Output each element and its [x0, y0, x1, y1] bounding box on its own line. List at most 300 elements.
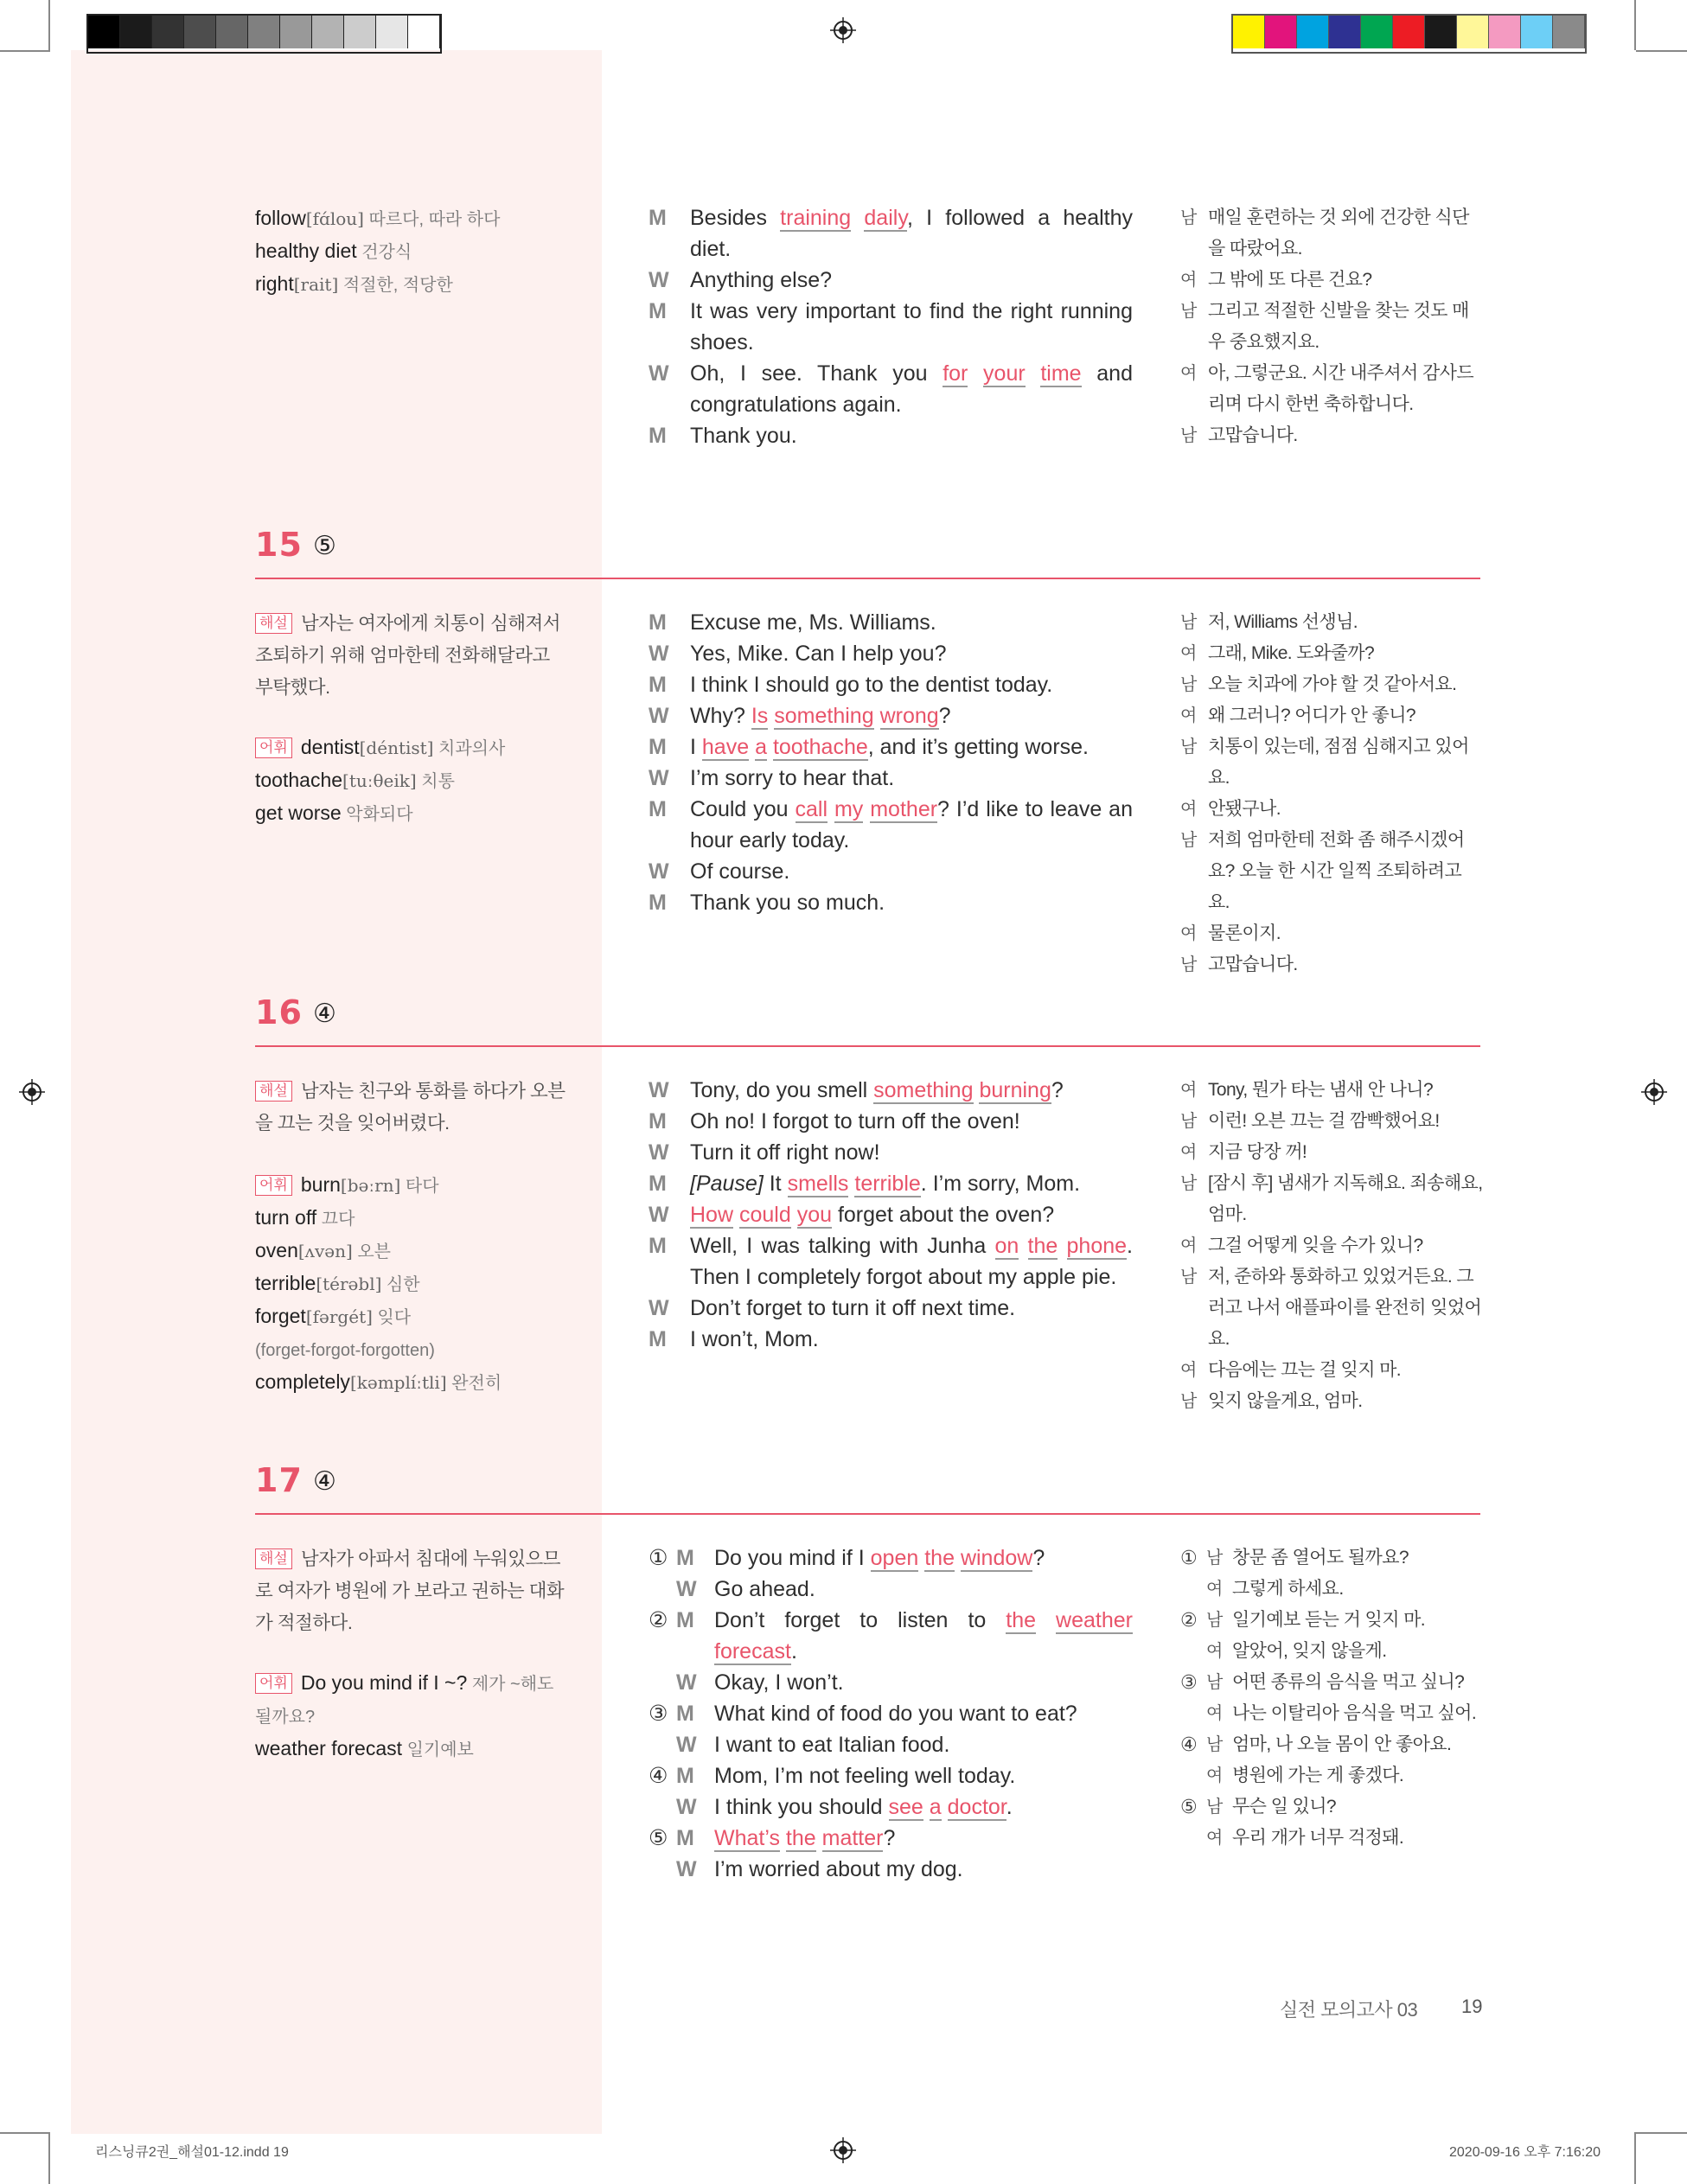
- translation-line: [1180, 669, 1483, 700]
- dialog-text: [828, 797, 834, 821]
- translation-line: [1180, 296, 1483, 358]
- speaker-label: M: [676, 1702, 694, 1726]
- color-swatch: [344, 16, 376, 48]
- speaker-label: 남: [1206, 1798, 1223, 1817]
- color-swatch: [152, 16, 184, 48]
- registration-mark-icon: [830, 17, 856, 43]
- vocab-word: weather forecast: [255, 1737, 403, 1759]
- vocab-entry: [255, 1366, 566, 1399]
- vocab-list: [255, 1667, 566, 1766]
- speaker-label: 남: [1206, 1611, 1223, 1630]
- dialog-text: [968, 361, 983, 386]
- vocab-word: healthy diet: [255, 239, 357, 262]
- dialog-line: [649, 669, 1133, 700]
- vocab-entry: [255, 1333, 566, 1366]
- key-phrase: a: [929, 1795, 942, 1819]
- vocab-list: [255, 731, 566, 830]
- speaker-label: M: [649, 797, 667, 821]
- dialog-script: [649, 607, 1133, 918]
- dialog-text: Go ahead.: [714, 1577, 815, 1601]
- translation-line: [1180, 1106, 1483, 1137]
- vocab-word: Do you mind if I ~?: [300, 1671, 468, 1694]
- dialog-text: ? I’d like to leave an hour early today.: [690, 797, 1133, 853]
- key-phrase: What’s: [714, 1826, 780, 1850]
- vocab-word: toothache: [255, 769, 343, 791]
- vocab-pronunciation: [fɑ́lou]: [305, 208, 364, 229]
- vocab-entry: [255, 1235, 566, 1268]
- dialog-text: .: [790, 1639, 797, 1664]
- vocab-tag: 어휘: [255, 1175, 292, 1196]
- crop-mark: [1634, 0, 1636, 50]
- explanation-tag: 해설: [255, 1081, 292, 1102]
- dialog-text: [767, 735, 773, 759]
- vocab-entry: [255, 1268, 566, 1300]
- dialog-line: [649, 607, 1133, 638]
- speaker-label: M: [649, 1327, 667, 1351]
- vocab-meaning: 완전히: [446, 1374, 502, 1393]
- speaker-label: W: [649, 704, 669, 728]
- speaker-label: M: [676, 1764, 694, 1788]
- vocab-pronunciation: [ʌvən]: [297, 1241, 353, 1261]
- translation-text: 무슨 일 있니?: [1232, 1797, 1336, 1817]
- speaker-label: 남: [1180, 208, 1197, 227]
- dialog-line: [649, 887, 1133, 918]
- speaker-label: 여: [1180, 1361, 1197, 1380]
- translation-line: [1180, 731, 1483, 794]
- dialog-text: ?: [883, 1826, 896, 1850]
- dialog-text: Turn it off right now!: [690, 1140, 880, 1165]
- key-phrase: smells: [787, 1172, 849, 1196]
- key-phrase: the: [785, 1826, 816, 1850]
- speaker-label: 여: [1180, 1143, 1197, 1162]
- color-swatch: [1265, 16, 1297, 48]
- dialog-text: .: [1006, 1795, 1013, 1819]
- korean-translation: [1180, 607, 1483, 980]
- question-number: 16: [255, 993, 303, 1031]
- translation-text: 저, Williams 선생님.: [1208, 612, 1358, 632]
- dialog-text: Oh, I see. Thank you: [690, 361, 943, 386]
- grayscale-color-bar: [86, 14, 442, 54]
- dialog-text: [1058, 1234, 1066, 1258]
- translation-line: [1180, 1698, 1483, 1729]
- translation-text: 어떤 종류의 음식을 먹고 싶니?: [1232, 1672, 1465, 1692]
- vocab-word: turn off: [255, 1206, 317, 1229]
- speaker-label: W: [676, 1733, 697, 1757]
- vocab-meaning: 악화되다: [341, 805, 413, 824]
- key-phrase: the: [1027, 1234, 1058, 1258]
- dialog-text: I: [690, 735, 702, 759]
- key-phrase: terrible: [854, 1172, 921, 1196]
- translation-text: 안됐구나.: [1208, 799, 1281, 819]
- section-divider: [255, 1513, 1480, 1515]
- dialog-text: ?: [1051, 1078, 1064, 1102]
- vocab-meaning: 제가 ~해도 될까요?: [255, 1675, 554, 1727]
- dialog-line: [649, 1137, 1133, 1168]
- registration-mark-icon: [830, 2137, 856, 2163]
- dialog-text: , and it’s getting worse.: [867, 735, 1090, 759]
- speaker-label: M: [649, 1234, 667, 1258]
- vocab-entry: [255, 731, 566, 764]
- dialog-text: ?: [938, 704, 951, 728]
- option-number: ③: [649, 1702, 668, 1726]
- dialog-line: [649, 731, 1133, 763]
- color-swatch: [120, 16, 152, 48]
- translation-text: 지금 당장 꺼!: [1208, 1142, 1307, 1162]
- vocab-entry: [255, 797, 566, 830]
- color-swatch: [1361, 16, 1393, 48]
- dialog-line: [649, 1791, 1133, 1823]
- dialog-line: [649, 1230, 1133, 1293]
- dialog-line: [649, 700, 1133, 731]
- key-phrase: call: [795, 797, 828, 821]
- dialog-text: Excuse me, Ms. Williams.: [690, 610, 936, 635]
- speaker-label: 남: [1180, 955, 1197, 974]
- slug-filename: 리스닝큐2권_해설01-12.indd 19: [95, 2145, 289, 2160]
- explanation-block: [255, 1075, 566, 1139]
- dialog-text: [780, 1826, 786, 1850]
- speaker-label: W: [649, 1296, 669, 1320]
- speaker-label: M: [649, 610, 667, 635]
- speaker-label: 남: [1180, 675, 1197, 694]
- dialog-text: Could you: [690, 797, 796, 821]
- translation-text: 저, 준하와 통화하고 있었거든요. 그러고 나서 애플파이를 완전히 잊었어요.: [1208, 1267, 1482, 1349]
- dialog-text: I’m sorry to hear that.: [690, 766, 895, 790]
- dialog-text: Thank you so much.: [690, 891, 885, 915]
- vocab-list: [255, 202, 566, 301]
- translation-text: 엄마, 나 오늘 몸이 안 좋아요.: [1232, 1734, 1452, 1754]
- key-phrase: my: [834, 797, 864, 821]
- translation-line: [1180, 1823, 1483, 1854]
- dialog-line: [649, 1324, 1133, 1355]
- vocab-word: follow: [255, 207, 306, 229]
- dialog-line: [649, 296, 1133, 358]
- speaker-label: 남: [1206, 1549, 1223, 1568]
- key-phrase: time: [1040, 361, 1082, 386]
- translation-text: 그 밖에 또 다른 건요?: [1208, 270, 1372, 290]
- speaker-label: M: [649, 424, 667, 448]
- speaker-label: M: [676, 1546, 694, 1570]
- translation-text: 고맙습니다.: [1208, 955, 1298, 974]
- translation-text: 저희 엄마한테 전화 좀 해주시겠어요? 오늘 한 시간 일찍 조퇴하려고요.: [1208, 830, 1465, 912]
- slug-datetime: 2020-09-16 오후 7:16:20: [1449, 2145, 1601, 2160]
- dialog-text: I won’t, Mom.: [690, 1327, 819, 1351]
- vocab-meaning: 적절한, 적당한: [338, 276, 453, 295]
- speaker-label: 여: [1180, 1081, 1197, 1100]
- translation-text: 병원에 가는 게 좋겠다.: [1232, 1766, 1404, 1785]
- explanation-text: 남자가 아파서 침대에 누워있으므로 여자가 병원에 가 보라고 권하는 대화가 적절하다.: [255, 1549, 565, 1633]
- crop-mark: [48, 0, 50, 50]
- dialog-text: It was very important to find the right running shoes.: [690, 299, 1133, 354]
- translation-text: 창문 좀 열어도 될까요?: [1232, 1548, 1409, 1568]
- vocab-meaning: 오븐: [352, 1242, 391, 1261]
- translation-line: [1180, 1168, 1483, 1230]
- dialog-text: [923, 1795, 930, 1819]
- answer-mark: ④: [313, 1467, 336, 1496]
- dialog-line: [649, 420, 1133, 451]
- color-swatch: [376, 16, 408, 48]
- vocab-meaning: 따르다, 따라 하다: [363, 210, 501, 229]
- dialog-text: [Pause]: [690, 1172, 764, 1196]
- speaker-label: M: [676, 1608, 694, 1632]
- key-phrase: phone: [1066, 1234, 1128, 1258]
- dialog-text: , I followed a healthy diet.: [690, 206, 1134, 261]
- translation-line: [1180, 1729, 1483, 1760]
- speaker-label: 남: [1180, 1268, 1197, 1287]
- dialog-text: Mom, I’m not feeling well today.: [714, 1764, 1016, 1788]
- key-phrase: How: [690, 1203, 734, 1227]
- translation-text: 다음에는 끄는 걸 잊지 마.: [1208, 1360, 1402, 1380]
- dialog-text: I’m worried about my dog.: [714, 1857, 963, 1881]
- vocab-meaning: 끄다: [316, 1210, 355, 1229]
- dialog-text: Of course.: [690, 859, 790, 884]
- translation-line: [1180, 918, 1483, 949]
- dialog-text: Why?: [690, 704, 751, 728]
- explanation-text: 남자는 여자에게 치통이 심해져서 조퇴하기 위해 엄마한테 전화해달라고 부탁했다.: [255, 613, 561, 698]
- translation-text: 일기예보 듣는 거 잊지 마.: [1232, 1610, 1426, 1630]
- dialog-text: [942, 1795, 948, 1819]
- translation-line: [1180, 202, 1483, 265]
- dialog-text: I think I should go to the dentist today.: [690, 673, 1053, 697]
- vocab-pronunciation: [fərgét]: [305, 1306, 373, 1327]
- key-phrase: the: [924, 1546, 955, 1570]
- dialog-script: [649, 202, 1133, 451]
- dialog-line: [649, 1293, 1133, 1324]
- dialog-line: [649, 1168, 1133, 1199]
- speaker-label: M: [649, 299, 667, 323]
- translation-text: 이런! 오븐 끄는 걸 깜빡했어요!: [1208, 1111, 1440, 1131]
- footer-title: 실전 모의고사 03: [1280, 1999, 1418, 2021]
- dialog-text: Don’t forget to turn it off next time.: [690, 1296, 1016, 1320]
- vocab-meaning: 심한: [381, 1275, 420, 1294]
- color-swatch: [1425, 16, 1457, 48]
- translation-line: [1180, 1137, 1483, 1168]
- key-phrase: weather: [1056, 1608, 1133, 1632]
- speaker-label: M: [649, 735, 667, 759]
- vocab-entry: [255, 764, 566, 797]
- color-swatch: [1233, 16, 1265, 48]
- option-number: ③: [1180, 1671, 1198, 1693]
- color-swatch: [184, 16, 216, 48]
- section-divider: [255, 1045, 1480, 1047]
- vocab-entry: [255, 1667, 566, 1733]
- key-phrase: something: [774, 704, 874, 728]
- translation-text: 오늘 치과에 가야 할 것 같아서요.: [1208, 674, 1457, 694]
- key-phrase: burning: [979, 1078, 1051, 1102]
- key-phrase: forecast: [714, 1639, 791, 1664]
- dialog-line: [649, 202, 1133, 265]
- translation-text: 그래, Mike. 도와줄까?: [1208, 643, 1375, 663]
- explanation-block: [255, 607, 566, 703]
- color-swatch: [280, 16, 312, 48]
- color-swatch: [248, 16, 280, 48]
- speaker-label: 여: [1206, 1642, 1223, 1661]
- speaker-label: 남: [1180, 738, 1197, 757]
- speaker-label: 남: [1180, 1112, 1197, 1131]
- dialog-line: [649, 1542, 1133, 1574]
- translation-line: [1180, 1605, 1483, 1636]
- option-number: ④: [649, 1764, 668, 1788]
- translation-line: [1180, 638, 1483, 669]
- translation-line: [1180, 265, 1483, 296]
- dialog-line: [649, 1605, 1133, 1667]
- option-number: ①: [1180, 1547, 1198, 1568]
- color-swatch: [1329, 16, 1361, 48]
- key-phrase: something: [873, 1078, 974, 1102]
- dialog-text: . I’m sorry, Mom.: [920, 1172, 1081, 1196]
- crop-mark: [1636, 50, 1687, 52]
- key-phrase: toothache: [772, 735, 868, 759]
- dialog-line: [649, 1823, 1133, 1854]
- speaker-label: 여: [1206, 1829, 1223, 1848]
- vocab-word: right: [255, 272, 294, 295]
- korean-translation: [1180, 1542, 1483, 1854]
- speaker-label: M: [649, 673, 667, 697]
- vocab-pronunciation: [rait]: [293, 274, 339, 295]
- vocab-pronunciation: [térəbl]: [316, 1274, 382, 1294]
- dialog-text: [1036, 1608, 1056, 1632]
- translation-text: 그렇게 하세요.: [1232, 1579, 1344, 1599]
- dialog-text: I want to eat Italian food.: [714, 1733, 950, 1757]
- vocab-entry: [255, 268, 566, 301]
- translation-text: [잠시 후] 냄새가 지독해요. 죄송해요, 엄마.: [1208, 1173, 1483, 1224]
- translation-line: [1180, 1791, 1483, 1823]
- color-swatch: [312, 16, 344, 48]
- vocab-list: [255, 1169, 566, 1399]
- answer-mark: ④: [313, 999, 336, 1028]
- dialog-text: What kind of food do you want to eat?: [714, 1702, 1077, 1726]
- speaker-label: W: [649, 859, 669, 884]
- speaker-label: 여: [1180, 644, 1197, 663]
- dialog-text: Thank you.: [690, 424, 797, 448]
- dialog-line: [649, 1698, 1133, 1729]
- dialog-text: Oh no! I forgot to turn off the oven!: [690, 1109, 1020, 1134]
- dialog-script: [649, 1075, 1133, 1355]
- key-phrase: for: [943, 361, 968, 386]
- speaker-label: 여: [1206, 1766, 1223, 1785]
- speaker-label: M: [676, 1826, 694, 1850]
- dialog-line: [649, 1574, 1133, 1605]
- dialog-text: It: [763, 1172, 788, 1196]
- registration-mark-icon: [1641, 1079, 1667, 1105]
- dialog-line: [649, 1075, 1133, 1106]
- translation-text: Tony, 뭔가 타는 냄새 안 나니?: [1208, 1080, 1434, 1100]
- key-phrase: open: [870, 1546, 919, 1570]
- translation-text: 알았어, 잊지 않을게.: [1232, 1641, 1387, 1661]
- dialog-text: [874, 704, 880, 728]
- key-phrase: Is: [751, 704, 769, 728]
- vocab-word: completely: [255, 1370, 350, 1393]
- key-phrase: you: [796, 1203, 832, 1227]
- color-swatch: [1521, 16, 1553, 48]
- vocab-meaning: 일기예보: [402, 1740, 474, 1759]
- key-phrase: training: [780, 206, 852, 230]
- translation-line: [1180, 1760, 1483, 1791]
- key-phrase: window: [960, 1546, 1033, 1570]
- translation-line: [1180, 794, 1483, 825]
- dialog-line: [649, 1667, 1133, 1698]
- key-phrase: matter: [821, 1826, 884, 1850]
- speaker-label: 여: [1180, 706, 1197, 725]
- dialog-line: [649, 358, 1133, 420]
- dialog-text: Tony, do you smell: [690, 1078, 874, 1102]
- dialog-text: [1019, 1234, 1027, 1258]
- speaker-label: W: [649, 642, 669, 666]
- vocab-word: dentist: [300, 736, 360, 758]
- crop-mark: [1636, 2132, 1687, 2134]
- speaker-label: 남: [1180, 426, 1197, 445]
- option-number: ⑤: [649, 1826, 668, 1850]
- dialog-text: I think you should: [714, 1795, 889, 1819]
- answer-mark: ⑤: [313, 532, 336, 560]
- color-swatch: [1489, 16, 1521, 48]
- key-phrase: the: [1006, 1608, 1037, 1632]
- speaker-label: M: [649, 206, 667, 230]
- translation-line: [1180, 1636, 1483, 1667]
- page-number: 19: [1461, 1996, 1483, 2017]
- option-number: ①: [649, 1546, 668, 1570]
- translation-line: [1180, 1574, 1483, 1605]
- speaker-label: M: [649, 891, 667, 915]
- vocab-meaning: 건강식: [356, 243, 412, 262]
- speaker-label: 여: [1180, 364, 1197, 383]
- translation-line: [1180, 1386, 1483, 1417]
- translation-text: 치통이 있는데, 점점 심해지고 있어요.: [1208, 737, 1469, 788]
- dialog-line: [649, 265, 1133, 296]
- speaker-label: W: [649, 1140, 669, 1165]
- translation-line: [1180, 1542, 1483, 1574]
- registration-mark-icon: [19, 1079, 45, 1105]
- vocab-meaning: 치통: [416, 772, 455, 791]
- vocab-word: oven: [255, 1239, 298, 1261]
- dialog-script: [649, 1542, 1133, 1885]
- translation-line: [1180, 1355, 1483, 1386]
- dialog-line: [649, 763, 1133, 794]
- dialog-text: ?: [1032, 1546, 1045, 1570]
- key-phrase: wrong: [879, 704, 939, 728]
- vocab-entry: [255, 1169, 566, 1202]
- speaker-label: 남: [1180, 1392, 1197, 1411]
- vocab-word: terrible: [255, 1272, 316, 1294]
- translation-line: [1180, 420, 1483, 451]
- translation-line: [1180, 1667, 1483, 1698]
- color-swatch: [216, 16, 248, 48]
- vocab-meaning: 타다: [400, 1177, 439, 1196]
- vocab-pronunciation: [tuːθeik]: [342, 770, 417, 791]
- vocab-entry: [255, 1733, 566, 1766]
- translation-line: [1180, 700, 1483, 731]
- dialog-line: [649, 1760, 1133, 1791]
- dialog-text: [733, 1203, 739, 1227]
- crop-mark: [1634, 2132, 1636, 2184]
- color-swatch: [408, 16, 440, 48]
- dialog-text: [1026, 361, 1041, 386]
- translation-text: 그리고 적절한 신발을 찾는 것도 매우 중요했지요.: [1208, 301, 1469, 352]
- dialog-text: forget about the oven?: [832, 1203, 1055, 1227]
- speaker-label: W: [676, 1857, 697, 1881]
- translation-line: [1180, 1261, 1483, 1355]
- speaker-label: W: [649, 361, 669, 386]
- dialog-line: [649, 794, 1133, 856]
- speaker-label: 남: [1180, 831, 1197, 850]
- dialog-text: Well, I was talking with Junha: [690, 1234, 995, 1258]
- speaker-label: 남: [1180, 613, 1197, 632]
- speaker-label: 남: [1180, 302, 1197, 321]
- explanation-block: [255, 1542, 566, 1638]
- explanation-tag: 해설: [255, 613, 292, 634]
- vocab-pronunciation: [kəmplíːtli]: [349, 1372, 447, 1393]
- key-phrase: daily: [864, 206, 907, 230]
- speaker-label: W: [649, 1078, 669, 1102]
